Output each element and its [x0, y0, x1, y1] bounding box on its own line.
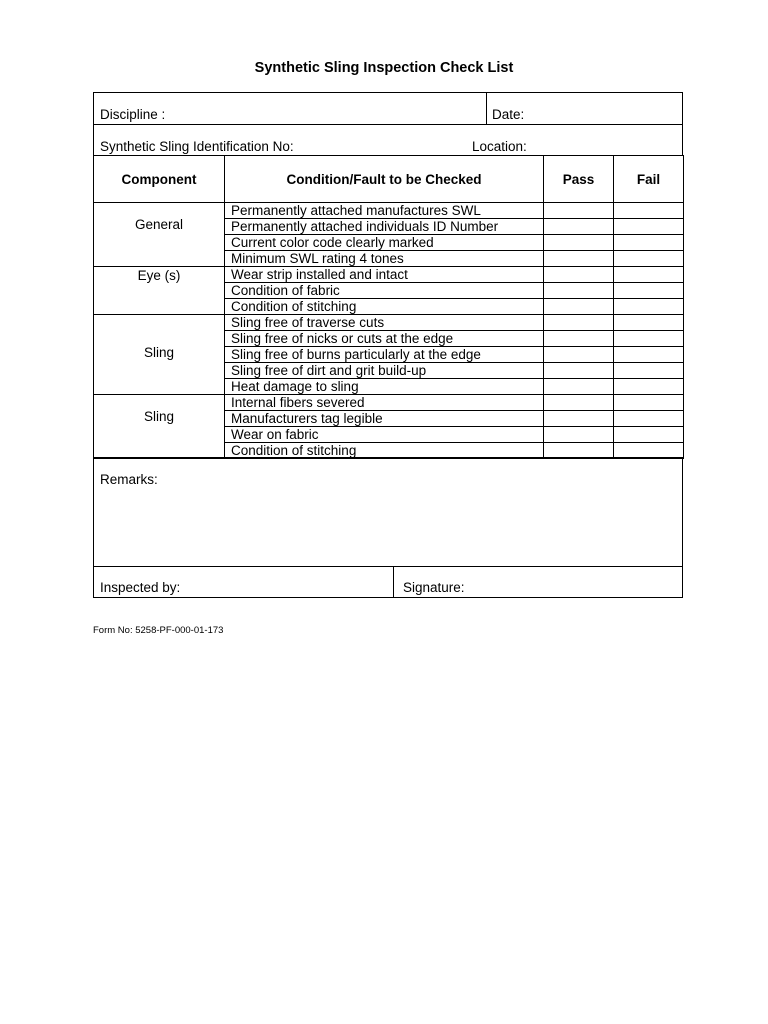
- signoff-row: [93, 566, 683, 598]
- fail-checkbox-cell[interactable]: [614, 427, 684, 443]
- remarks-box[interactable]: [93, 457, 683, 567]
- checklist-table: [93, 155, 684, 459]
- remarks-label: Remarks:: [100, 472, 158, 487]
- table-row: [94, 267, 684, 283]
- fail-checkbox-cell[interactable]: [614, 219, 684, 235]
- component-label: General: [134, 217, 184, 232]
- checklist-body: [94, 203, 684, 459]
- header-fail: Fail: [614, 156, 684, 203]
- component-cell: [94, 395, 225, 459]
- condition-cell: Internal fibers severed: [225, 395, 544, 411]
- pass-checkbox-cell[interactable]: [544, 299, 614, 315]
- table-header-row: [94, 156, 684, 203]
- table-row: [94, 315, 684, 331]
- discipline-date-divider: [486, 92, 487, 125]
- fail-checkbox-cell[interactable]: [614, 347, 684, 363]
- fail-checkbox-cell[interactable]: [614, 299, 684, 315]
- inspected-by-label: Inspected by:: [100, 580, 181, 595]
- fail-checkbox-cell[interactable]: [614, 315, 684, 331]
- fail-checkbox-cell[interactable]: [614, 267, 684, 283]
- pass-checkbox-cell[interactable]: [544, 427, 614, 443]
- component-label: Eye (s): [137, 268, 181, 283]
- fail-checkbox-cell[interactable]: [614, 203, 684, 219]
- pass-checkbox-cell[interactable]: [544, 411, 614, 427]
- pass-checkbox-cell[interactable]: [544, 379, 614, 395]
- condition-cell: Heat damage to sling: [225, 379, 544, 395]
- fail-checkbox-cell[interactable]: [614, 283, 684, 299]
- pass-checkbox-cell[interactable]: [544, 331, 614, 347]
- condition-cell: Permanently attached manufactures SWL: [225, 203, 544, 219]
- pass-checkbox-cell[interactable]: [544, 347, 614, 363]
- header-component: Component: [94, 156, 225, 203]
- sling-id-label: Synthetic Sling Identification No:: [100, 139, 294, 154]
- signoff-divider: [393, 566, 394, 598]
- condition-cell: Wear on fabric: [225, 427, 544, 443]
- header-pass: Pass: [544, 156, 614, 203]
- table-row: [94, 203, 684, 219]
- fail-checkbox-cell[interactable]: [614, 379, 684, 395]
- condition-cell: Wear strip installed and intact: [225, 267, 544, 283]
- pass-checkbox-cell[interactable]: [544, 395, 614, 411]
- component-label: Sling: [143, 409, 175, 424]
- condition-cell: Minimum SWL rating 4 tones: [225, 251, 544, 267]
- component-cell: [94, 315, 225, 395]
- pass-checkbox-cell[interactable]: [544, 363, 614, 379]
- condition-cell: Condition of stitching: [225, 443, 544, 459]
- condition-cell: Sling free of traverse cuts: [225, 315, 544, 331]
- header-condition: Condition/Fault to be Checked: [225, 156, 544, 203]
- condition-cell: Permanently attached individuals ID Number: [225, 219, 544, 235]
- condition-cell: Condition of stitching: [225, 299, 544, 315]
- condition-cell: Condition of fabric: [225, 283, 544, 299]
- fail-checkbox-cell[interactable]: [614, 411, 684, 427]
- discipline-row: [93, 92, 683, 125]
- signature-label: Signature:: [403, 580, 465, 595]
- fail-checkbox-cell[interactable]: [614, 235, 684, 251]
- pass-checkbox-cell[interactable]: [544, 251, 614, 267]
- condition-cell: Sling free of burns particularly at the edge: [225, 347, 544, 363]
- fail-checkbox-cell[interactable]: [614, 363, 684, 379]
- condition-cell: Manufacturers tag legible: [225, 411, 544, 427]
- fail-checkbox-cell[interactable]: [614, 331, 684, 347]
- condition-cell: Sling free of nicks or cuts at the edge: [225, 331, 544, 347]
- table-row: [94, 395, 684, 411]
- location-label: Location:: [472, 139, 527, 154]
- pass-checkbox-cell[interactable]: [544, 315, 614, 331]
- discipline-label: Discipline :: [100, 107, 166, 122]
- form-title: Synthetic Sling Inspection Check List: [254, 60, 514, 76]
- fail-checkbox-cell[interactable]: [614, 251, 684, 267]
- component-cell: [94, 267, 225, 315]
- pass-checkbox-cell[interactable]: [544, 267, 614, 283]
- form-number: Form No: 5258-PF-000-01-173: [93, 625, 224, 636]
- pass-checkbox-cell[interactable]: [544, 219, 614, 235]
- condition-cell: Sling free of dirt and grit build-up: [225, 363, 544, 379]
- component-cell: [94, 203, 225, 267]
- date-label: Date:: [492, 107, 525, 122]
- pass-checkbox-cell[interactable]: [544, 235, 614, 251]
- condition-cell: Current color code clearly marked: [225, 235, 544, 251]
- pass-checkbox-cell[interactable]: [544, 283, 614, 299]
- pass-checkbox-cell[interactable]: [544, 203, 614, 219]
- fail-checkbox-cell[interactable]: [614, 395, 684, 411]
- component-label: Sling: [143, 345, 175, 360]
